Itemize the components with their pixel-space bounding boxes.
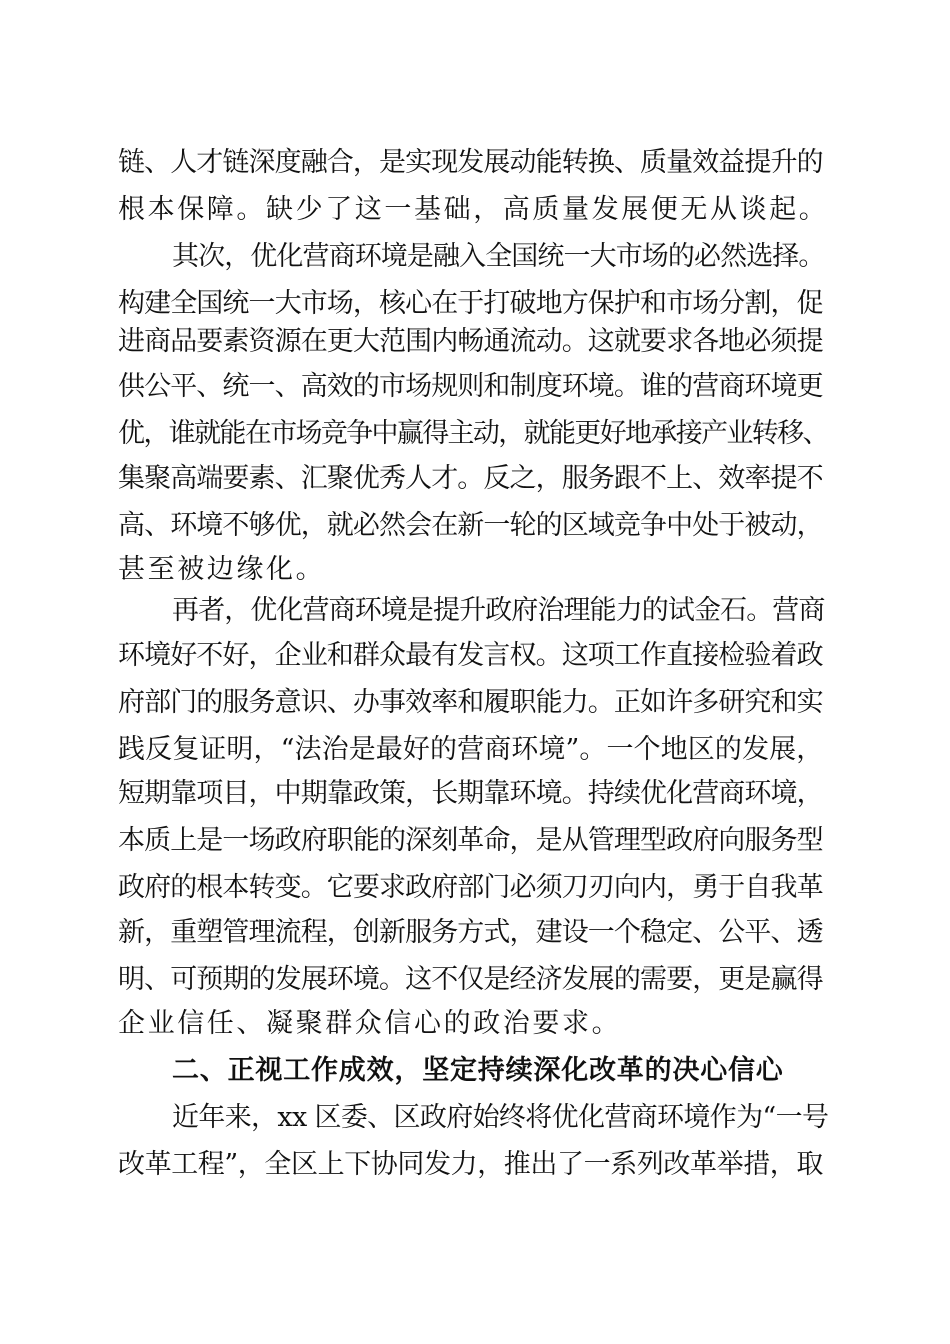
text-line: 高、环境不够优，就必然会在新一轮的区域竞争中处于被动， xyxy=(118,510,823,541)
text-line: 供公平、统一、高效的市场规则和制度环境。谁的营商环境更 xyxy=(118,371,823,402)
text-line: 短期靠项目，中期靠政策，长期靠环境。持续优化营商环境， xyxy=(118,778,823,809)
paragraph-first-line: 其次，优化营商环境是融入全国统一大市场的必然选择。 xyxy=(172,241,825,272)
text-line: 践反复证明，“法治是最好的营商环境”。一个地区的发展， xyxy=(118,734,824,765)
text-line: 进商品要素资源在更大范围内畅通流动。这就要求各地必须提 xyxy=(118,326,823,357)
paragraph-first-line: 近年来，xx 区委、区政府始终将优化营商环境作为“一号 xyxy=(172,1102,829,1133)
text-line: 政府的根本转变。它要求政府部门必须刀刃向内，勇于自我革 xyxy=(118,872,823,903)
text-line: 甚至被边缘化。 xyxy=(118,554,326,585)
text-line: 优，谁就能在市场竞争中赢得主动，就能更好地承接产业转移、 xyxy=(118,418,828,449)
text-line: 新，重塑管理流程，创新服务方式，建设一个稳定、公平、透 xyxy=(118,917,823,948)
text-line: 集聚高端要素、汇聚优秀人才。反之，服务跟不上、效率提不 xyxy=(118,463,823,494)
text-line: 构建全国统一大市场，核心在于打破地方保护和市场分割，促 xyxy=(118,288,823,319)
text-line: 企业信任、凝聚群众信心的政治要求。 xyxy=(118,1008,622,1039)
text-line: 根本保障。缺少了这一基础，高质量发展便无从谈起。 xyxy=(118,194,829,225)
text-line: 府部门的服务意识、办事效率和履职能力。正如许多研究和实 xyxy=(118,687,823,718)
text-line: 改革工程”，全区上下协同发力，推出了一系列改革举措，取 xyxy=(118,1149,824,1180)
paragraph-first-line: 再者，优化营商环境是提升政府治理能力的试金石。营商 xyxy=(172,595,825,626)
section-heading: 二、正视工作成效，坚定持续深化改革的决心信心 xyxy=(172,1055,784,1086)
text-line: 明、可预期的发展环境。这不仅是经济发展的需要，更是赢得 xyxy=(118,964,823,995)
text-line: 环境好不好，企业和群众最有发言权。这项工作直接检验着政 xyxy=(118,640,823,671)
text-line: 链、人才链深度融合，是实现发展动能转换、质量效益提升的 xyxy=(118,147,823,178)
text-line: 本质上是一场政府职能的深刻革命，是从管理型政府向服务型 xyxy=(118,825,823,856)
